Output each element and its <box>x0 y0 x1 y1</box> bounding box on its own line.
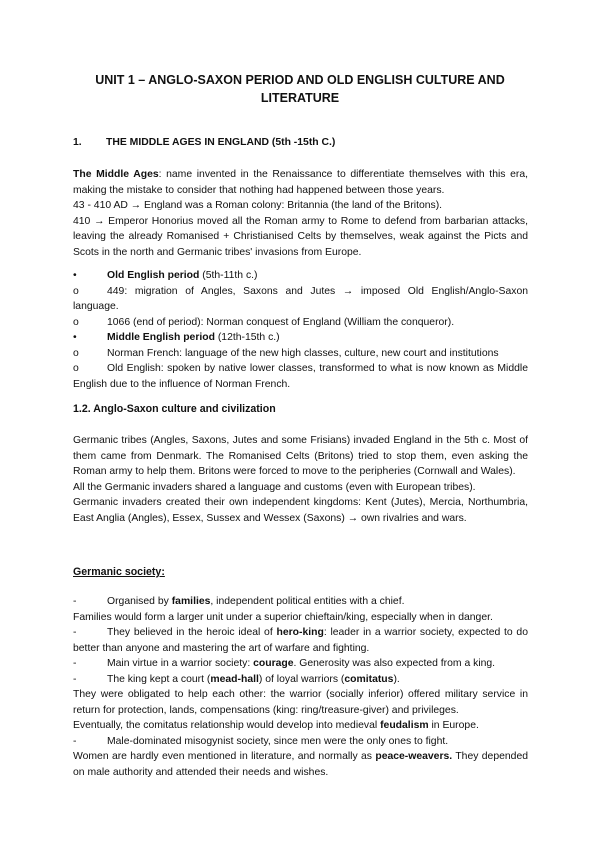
item-text: ) of loyal warriors ( <box>258 673 345 685</box>
item-text: : leader in a warrior society, expected to do better than anyone and mastering the art of warfare and fighting. <box>73 627 528 654</box>
hero-king-term: hero-king <box>276 627 324 638</box>
item-text: ). <box>393 673 400 685</box>
periods-list <box>73 268 528 392</box>
comitatus-continuation: They were obligated to help each other: the warrior (socially inferior) offered military service in return for protection, lands, compensations (king: ring/treasure-giver) and privileges. <box>73 689 528 716</box>
courage-term: courage <box>253 658 294 669</box>
families-continuation: Families would form a larger unit under a superior chieftain/king, especially when in danger. <box>73 611 493 623</box>
item-text: They depended on male authority and attended their needs and wishes. <box>73 751 529 778</box>
item-text: Organised by <box>107 596 172 607</box>
roman-colony-line: 43 - 410 AD → England was a Roman colony: Britannia (the land of the Britons). <box>73 200 443 211</box>
list-item <box>73 330 528 346</box>
page-title: UNIT 1 – ANGLO-SAXON PERIOD AND OLD ENGLISH CULTURE AND LITERATURE <box>95 73 505 105</box>
feudalism-line <box>73 718 528 734</box>
society-list <box>73 594 528 780</box>
list-item <box>73 734 528 750</box>
item-text: Women are hardly even mentioned in literature, and normally as <box>73 751 376 762</box>
kingdoms-paragraph: Germanic invaders created their own independent kingdoms: Kent (Jutes), Mercia, Northumbria, East Anglia (Angles), Essex, Sussex and Wessex (Saxons) → own rivalries and wars. <box>73 497 528 524</box>
item-text: in Europe. <box>428 720 479 731</box>
list-item <box>73 594 528 610</box>
sub-marker: o <box>73 347 79 359</box>
list-item <box>73 672 528 688</box>
feudalism-term: feudalism <box>380 720 429 731</box>
item-text: Eventually, the comitatus relationship would develop into medieval <box>73 720 381 731</box>
oe-item-migration: 449: migration of Angles, Saxons and Jutes → imposed Old English/Anglo-Saxon language. <box>73 285 528 312</box>
list-item <box>73 284 528 315</box>
oe-item-norman-conquest: 1066 (end of period): Norman conquest of England (William the conqueror). <box>107 316 455 328</box>
list-item <box>73 268 528 284</box>
section-title: THE MIDDLE AGES IN ENGLAND (5th -15th C.) <box>106 137 336 148</box>
mead-hall-term: mead-hall <box>210 673 259 685</box>
oe-period-dates: (5th-11th c.) <box>199 270 258 281</box>
me-period-dates: (12th-15th c.) <box>214 332 280 343</box>
section-1-2-heading: 1.2. Anglo-Saxon culture and civilization <box>73 403 276 415</box>
women-line <box>73 749 528 780</box>
sub-marker: o <box>73 316 79 328</box>
item-text: The king kept a court ( <box>107 673 211 685</box>
dash-marker: - <box>73 627 77 638</box>
dash-marker: - <box>73 658 77 669</box>
list-item <box>73 346 528 362</box>
sub-marker: o <box>73 285 79 297</box>
list-item <box>73 361 528 392</box>
shared-language-paragraph: All the Germanic invaders shared a language and customs (even with European tribes). <box>73 481 476 493</box>
oe-period-title: Old English period <box>107 270 200 281</box>
item-text: . Generosity was also expected from a king. <box>293 658 496 669</box>
anglo-saxon-paragraph <box>73 433 528 526</box>
peace-weavers-term: peace-weavers. <box>375 751 453 762</box>
item-text: , independent political entities with a chief. <box>210 596 405 607</box>
list-item <box>73 315 528 331</box>
middle-ages-term: The Middle Ages <box>73 169 159 180</box>
me-period-title: Middle English period <box>107 332 215 343</box>
item-text: Male-dominated misogynist society, since men were the only ones to fight. <box>107 735 449 747</box>
bullet-marker: • <box>73 332 77 343</box>
section-1-heading <box>73 135 528 151</box>
bullet-marker: • <box>73 270 77 281</box>
honorius-line: 410 → Emperor Honorius moved all the Roman army to Rome to defend from barbarian attacks, leaving the already Romanised + Christianised Celts by themselves, weak against the Picts and Scots in the north and Germanic tribes' invasions from Europe. <box>73 215 528 258</box>
me-item-old-english: Old English: spoken by native lower classes, transformed to what is now known as Middle English due to the influence of Norman French. <box>73 363 528 390</box>
dash-marker: - <box>73 596 77 607</box>
dash-marker: - <box>73 673 77 685</box>
invasion-paragraph: Germanic tribes (Angles, Saxons, Jutes and some Frisians) invaded England in the 5th c. Most of them came from Denmark. The Romanised Celts (Britons) tried to stop them, even asking the Roman army to help them. Britons were forced to move to the peripheries (Cornwall and Wales). <box>73 435 528 477</box>
item-text: They believed in the heroic ideal of <box>107 627 277 638</box>
families-term: families <box>171 596 211 607</box>
section-number: 1. <box>73 137 82 148</box>
middle-ages-paragraph <box>73 167 528 260</box>
sub-marker: o <box>73 363 79 374</box>
middle-ages-definition: : name invented in the Renaissance to differentiate themselves with this era, making the mistake to consider that nothing had happened between those years. <box>73 169 528 196</box>
dash-marker: - <box>73 735 77 747</box>
me-item-norman-french: Norman French: language of the new high classes, culture, new court and institutions <box>107 347 499 359</box>
list-item <box>73 625 528 656</box>
germanic-society-heading: Germanic society: <box>73 566 165 578</box>
comitatus-term: comitatus <box>344 673 394 685</box>
item-text: Main virtue in a warrior society: <box>107 658 254 669</box>
list-item <box>73 656 528 672</box>
